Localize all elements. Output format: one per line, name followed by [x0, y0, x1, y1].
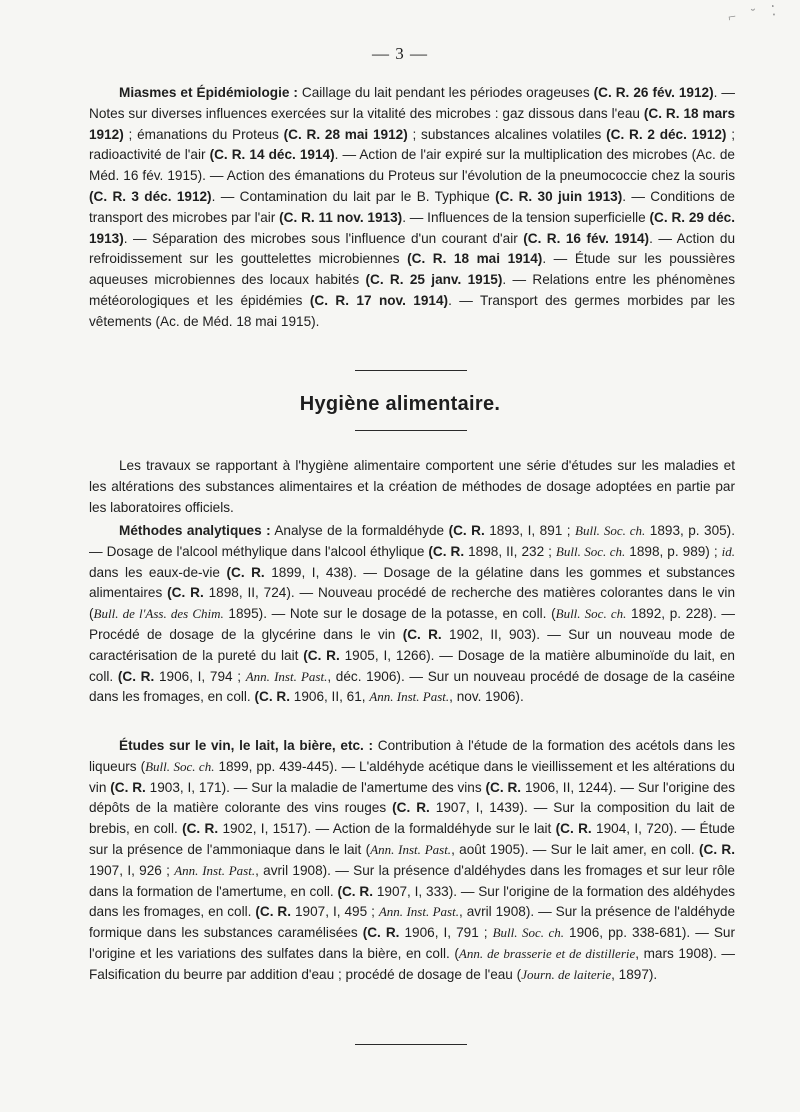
- section-heading: Hygiène alimentaire.: [299, 393, 501, 415]
- journal-title: Bull. Soc. ch.: [575, 523, 646, 538]
- journal-title: id.: [721, 543, 735, 559]
- citation-ref: (C. R. 25 janv. 1915): [365, 272, 503, 288]
- text-run: ; radioactivité de l'air: [89, 126, 735, 163]
- text-run: . — Influences de la tension superficielle: [402, 209, 650, 225]
- paragraph-label: Études sur le vin, le lait, la bière, etc. :: [119, 738, 374, 753]
- journal-title: Ann. Inst. Past.: [245, 668, 328, 684]
- journal-title: Bull. Soc. ch.: [145, 758, 215, 774]
- journal-title: Bull. Soc. ch.: [555, 606, 627, 622]
- citation-ref: (C. R.: [254, 689, 290, 705]
- citation-ref: (C. R. 18 mars 1912): [89, 105, 735, 142]
- text-run: 1892, p. 228). — Procédé de dosage de la glycérine dans le vin: [89, 606, 735, 642]
- text-run: . — Séparation des microbes sous l'influence d'un courant d'air: [123, 230, 524, 246]
- text-run: 1907, I, 1439). — Sur la composition du lait de brebis, en coll.: [89, 800, 735, 837]
- journal-title: Ann. Inst. Past.: [369, 689, 450, 705]
- text-run: , 1897).: [611, 966, 658, 982]
- citation-ref: (C. R.: [167, 585, 204, 601]
- citation-ref: (C. R.: [255, 904, 292, 920]
- paragraph-body: [89, 738, 735, 982]
- citation-ref: (C. R.: [448, 523, 485, 538]
- text-run: . — Action de l'air expiré sur la multiplication des microbes (Ac. de Méd. 16 fév. 1915). — Action des émanations du Proteus sur l'évolution de la pneumococcie chez la souris: [89, 147, 735, 184]
- journal-title: Bull. de l'Ass. des Chim.: [93, 606, 224, 622]
- citation-ref: (C. R.: [362, 925, 400, 941]
- text-run: 1907, I, 926 ;: [89, 862, 175, 878]
- paragraph-body: [89, 523, 735, 704]
- text-run: , avril 1908). — Sur la présence de l'aldéhyde formique dans les substances caramélisées: [89, 904, 736, 941]
- text-run: 1893, p. 305). — Dosage de l'alcool méthylique dans l'alcool éthylique: [89, 523, 735, 559]
- citation-ref: (C. R.: [117, 668, 155, 684]
- text-run: . — Relations entre les phénomènes météorologiques et les épidémies: [89, 272, 735, 308]
- text-run: Analyse de la formaldéhyde: [270, 523, 449, 538]
- scan-marks: ⌐ ˘ ⁚: [727, 3, 783, 26]
- text-run: 1893, I, 891 ;: [484, 523, 576, 538]
- separator-rule: [355, 370, 467, 371]
- citation-ref: (C. R. 16 fév. 1914): [523, 230, 650, 246]
- citation-ref: (C. R. 28 mai 1912): [283, 126, 408, 142]
- citation-ref: (C. R.: [485, 779, 522, 795]
- paragraph-methodes: [89, 521, 735, 708]
- text-run: 1895). — Note sur le dosage de la potasse, en coll. (: [223, 606, 556, 622]
- paragraph-label: Méthodes analytiques :: [119, 523, 271, 538]
- text-run: , avril 1908). — Sur la présence d'aldéhydes dans les fromages et sur leur rôle dans la formation de l'amertume, en coll.: [89, 862, 735, 899]
- text-run: 1906, II, 61,: [289, 689, 370, 705]
- citation-ref: (C. R.: [182, 821, 219, 837]
- citation-ref: (C. R. 26 fév. 1912): [593, 85, 714, 100]
- text-run: 1906, pp. 338-681). — Sur l'origine et les variations des sulfates dans la bière, en coll. (: [89, 925, 735, 961]
- text-run: 1899, pp. 439-445). — L'aldéhyde acétique dans le vieillissement et les altérations du vin: [89, 758, 735, 795]
- journal-title: Ann. Inst. Past.: [370, 841, 452, 857]
- text-run: 1898, II, 724). — Nouveau procédé de recherche des matières colorantes dans le vin (: [89, 585, 736, 622]
- text-run: 1902, I, 1517). — Action de la formaldéhyde sur le lait: [218, 821, 556, 837]
- text-run: Contribution à l'étude de la formation des acétols dans les liqueurs (: [89, 738, 736, 774]
- text-run: 1904, I, 720). — Étude sur la présence de l'ammoniaque dans le lait (: [89, 821, 735, 857]
- text-run: , mars 1908). — Falsification du beurre par addition d'eau ; procédé de dosage de l'eau (: [89, 945, 735, 982]
- journal-title: Ann. Inst. Past.: [174, 862, 256, 878]
- text-run: Caillage du lait pendant les périodes orageuses: [297, 85, 594, 100]
- text-run: 1907, I, 495 ;: [291, 904, 379, 920]
- citation-ref: (C. R.: [698, 841, 735, 857]
- text-run: , déc. 1906). — Sur un nouveau procédé de dosage de la caséine dans les fromages, en coll.: [89, 668, 735, 705]
- citation-ref: (C. R. 11 nov. 1913): [279, 209, 403, 225]
- text-run: , nov. 1906).: [449, 689, 524, 705]
- citation-ref: (C. R.: [303, 647, 340, 663]
- paragraph-body: Les travaux se rapportant à l'hygiène alimentaire comportent une série d'études sur les maladies et les altérations des substances alimentaires et la création de méthodes de dosage adoptées en partie par les laboratoires officiels.: [89, 458, 735, 515]
- citation-ref: (C. R. 30 juin 1913): [495, 188, 623, 204]
- citation-ref: (C. R. 29 déc. 1913): [89, 209, 736, 246]
- text-run: . — Transport des germes morbides par les vêtements (Ac. de Méd. 18 mai 1915).: [89, 292, 735, 329]
- text-run: 1898, II, 232 ;: [464, 543, 556, 559]
- paragraph-label: Miasmes et Épidémiologie :: [119, 85, 298, 100]
- text-run: 1906, I, 794 ;: [154, 668, 246, 684]
- text-run: . — Action du refroidissement sur les gouttelettes microbiennes: [89, 230, 736, 267]
- heading-underline: [355, 430, 467, 431]
- citation-ref: (C. R. 2 déc. 1912): [606, 126, 727, 142]
- text-run: 1906, II, 1244). — Sur l'origine des dépôts de la matière colorante des vins rouges: [89, 779, 736, 816]
- page-number: — 3 —: [372, 44, 428, 63]
- text-run: . — Étude sur les poussières aqueuses microbiennes des locaux habités: [89, 251, 736, 288]
- text-run: ; substances alcalines volatiles: [407, 126, 607, 142]
- text-run: dans les eaux-de-vie: [89, 564, 227, 580]
- text-run: 1905, I, 1266). — Dosage de la matière albuminoïde du lait, en coll.: [89, 647, 735, 684]
- text-run: , août 1905). — Sur le lait amer, en coll.: [451, 841, 699, 857]
- citation-ref: (C. R.: [337, 883, 373, 899]
- bottom-rule: [355, 1044, 467, 1045]
- citation-ref: (C. R. 18 mai 1914): [407, 251, 543, 267]
- journal-title: Journ. de laiterie: [521, 966, 612, 982]
- paragraph-etudes: [89, 736, 735, 986]
- paragraph-intro: [89, 456, 735, 518]
- journal-title: Ann. Inst. Past.: [378, 904, 459, 920]
- citation-ref: (C. R.: [392, 800, 430, 816]
- citation-ref: (C. R. 14 déc. 1914): [209, 147, 335, 163]
- text-run: ; émanations du Proteus: [123, 126, 284, 142]
- text-run: 1902, II, 903). — Sur un nouveau mode de caractérisation de la pureté du lait: [89, 626, 735, 663]
- journal-title: Bull. Soc. ch.: [492, 925, 565, 941]
- text-run: . — Conditions de transport des microbes par l'air: [89, 188, 735, 225]
- citation-ref: (C. R. 17 nov. 1914): [309, 292, 449, 308]
- text-run: 1907, I, 333). — Sur l'origine de la formation des aldéhydes dans les fromages, en coll.: [89, 883, 735, 920]
- text-run: 1906, I, 791 ;: [399, 925, 493, 941]
- journal-title: Bull. Soc. ch.: [555, 543, 626, 559]
- citation-ref: (C. R. 3 déc. 1912): [89, 188, 212, 204]
- text-run: . — Contamination du lait par le B. Typhique: [211, 188, 496, 204]
- citation-ref: (C. R.: [110, 779, 146, 795]
- paragraph-body: [89, 85, 735, 329]
- journal-title: Ann. de brasserie et de distillerie: [458, 945, 636, 961]
- citation-ref: (C. R.: [555, 821, 592, 837]
- text-run: 1899, I, 438). — Dosage de la gélatine dans les gommes et substances alimentaires: [89, 564, 735, 601]
- citation-ref: (C. R.: [402, 626, 442, 642]
- citation-ref: (C. R.: [226, 564, 265, 580]
- text-run: . — Notes sur diverses influences exercées sur la vitalité des microbes : gaz dissous dans l'eau: [89, 85, 735, 121]
- text-run: 1898, p. 989) ;: [625, 543, 722, 559]
- text-run: 1903, I, 171). — Sur la maladie de l'amertume des vins: [145, 779, 486, 795]
- citation-ref: (C. R.: [428, 543, 465, 559]
- paragraph-miasmes: [89, 83, 735, 333]
